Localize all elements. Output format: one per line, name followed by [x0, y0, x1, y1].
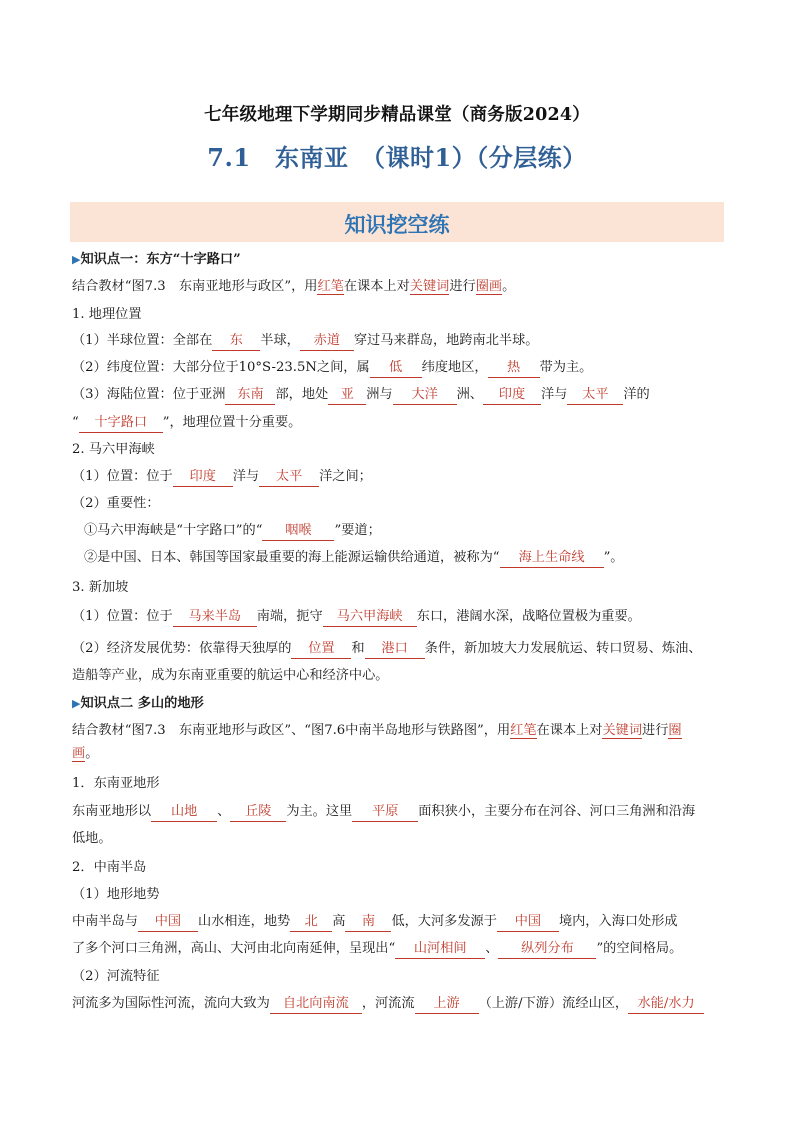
kp2-title: 知识点二 多山的地形 [80, 696, 204, 711]
kp2-heading-indochina: 2．中南半岛 [72, 860, 147, 875]
series-title: 七年级地理下学期同步精品课堂（商务版2024） [204, 105, 590, 125]
red-keyword: 红笔 [317, 279, 344, 294]
knowledge-point-1-heading [72, 250, 724, 270]
answer-blank: 山地 [151, 803, 217, 822]
answer-blank: 海上生命线 [500, 549, 604, 568]
answer-blank: 丘陵 [230, 803, 286, 822]
kp1-line-importance: （2）重要性： [72, 496, 160, 511]
answer-blank: 热 [488, 359, 540, 378]
kp1-line-hemisphere: （1）半球位置：全部在 东 半球， 赤道 穿过马来群岛，地跨南北半球。 [72, 331, 724, 351]
kp1-line-malacca-location: （1）位置：位于 印度 洋与 太平 洋之间； [72, 467, 724, 487]
lesson-title: 7.1 东南亚 （课时1）（分层练） [207, 143, 587, 172]
kp1-line-singapore-industry: 造船等产业，成为东南亚重要的航运中心和经济中心。 [72, 668, 389, 683]
kp2-line-pattern: 了多个河口三角洲，高山、大河由北向南延伸，呈现出“ 山河相间 、 纵列分布 ”的空间格局。 [72, 939, 724, 959]
answer-blank: 上游 [415, 995, 479, 1014]
kp1-line-lifeline: ②是中国、日本、韩国等国家最重要的海上能源运输供给通道，被称为“ 海上生命线 ”。 [84, 548, 724, 568]
kp1-line-singapore-advantage: （2）经济发展优势：依靠得天独厚的 位置 和 港口 条件，新加坡大力发展航运、转口贸易、炼油、 [72, 639, 724, 659]
answer-blank: 南 [345, 913, 391, 932]
answer-blank: 赤道 [300, 332, 354, 351]
answer-blank: 印度 [483, 386, 541, 405]
answer-blank: 平原 [352, 803, 418, 822]
answer-blank: 太平 [259, 468, 319, 487]
section-banner-title: 知识挖空练 [344, 213, 450, 237]
kp2-line-terrain: 东南亚地形以 山地 、 丘陵 为主。这里 平原 面积狭小，主要分布在河谷、河口三角洲和沿海 [72, 802, 724, 822]
answer-blank: 自北向南流 [270, 995, 362, 1014]
kp1-line-singapore-location: （1）位置：位于 马来半岛 南端，扼守 马六甲海峡 东口，港阔水深，战略位置极为重要。 [72, 607, 724, 627]
red-keyword: 画 [72, 746, 86, 761]
answer-blank: 亚 [328, 386, 366, 405]
kp2-sub-rivers: （2）河流特征 [72, 969, 160, 984]
kp1-line-land-sea: （3）海陆位置：位于亚洲 东南 部，地处 亚 洲与 大洋 洲、 印度 洋与 太平 洋的 [72, 385, 724, 405]
answer-blank: 位置 [291, 640, 351, 659]
answer-blank: 山河相间 [395, 940, 485, 959]
answer-blank: 太平 [567, 386, 623, 405]
red-keyword: 圈画 [475, 279, 503, 294]
answer-blank: 中国 [497, 913, 559, 932]
answer-blank: 低 [370, 359, 422, 378]
answer-blank: 大洋 [393, 386, 457, 405]
kp1-heading-location: 1. 地理位置 [72, 307, 142, 322]
kp2-line-landform: 中南半岛与 中国 山水相连，地势 北 高 南 低，大河多发源于 中国 境内，入海口处形成 [72, 912, 724, 932]
red-keyword: 关键词 [409, 279, 450, 294]
kp2-intro: 结合教材“图7.3 东南亚地形与政区”、“图7.6中南半岛地形与铁路图”，用红笔在课本上对关键词进行圈 [72, 723, 682, 738]
answer-blank: 十字路口 [79, 414, 163, 433]
kp1-heading-singapore: 3. 新加坡 [72, 580, 129, 595]
red-keyword: 圈 [668, 723, 682, 738]
knowledge-point-2-heading [72, 694, 724, 714]
answer-blank: 北 [290, 913, 332, 932]
answer-blank: 纵列分布 [498, 940, 596, 959]
kp1-line-crossroads: “ 十字路口 ”，地理位置十分重要。 [72, 413, 724, 433]
answer-blank: 港口 [365, 640, 425, 659]
answer-blank: 东南 [225, 386, 275, 405]
answer-blank: 印度 [173, 468, 233, 487]
section-banner [70, 202, 724, 242]
answer-blank: 东 [212, 332, 260, 351]
kp2-intro-cont: 画。 [72, 746, 99, 761]
answer-blank: 马来半岛 [173, 608, 257, 627]
answer-blank: 咽喉 [262, 522, 334, 541]
kp2-sub-landform: （1）地形地势 [72, 887, 160, 902]
kp2-line-rivers: 河流多为国际性河流，流向大致为 自北向南流 ，河流流 上游 （上游/下游）流经山区， 水能/水力 [72, 994, 724, 1014]
answer-blank: 中国 [138, 913, 198, 932]
triangle-bullet-icon: ▶ [72, 253, 81, 266]
kp1-intro: 结合教材“图7.3 东南亚地形与政区”，用红笔在课本上对关键词进行圈画。 [72, 279, 516, 294]
kp1-heading-malacca: 2. 马六甲海峡 [72, 442, 155, 457]
kp2-line-lowland: 低地。 [72, 831, 112, 846]
answer-blank: 水能/水力 [628, 995, 704, 1014]
red-keyword: 红笔 [510, 723, 537, 738]
triangle-bullet-icon: ▶ [72, 697, 81, 710]
kp1-line-latitude: （2）纬度位置：大部分位于10°S-23.5N之间，属 低 纬度地区， 热 带为主。 [72, 358, 724, 378]
kp1-line-throat: ①马六甲海峡是“十字路口”的“ 咽喉 ”要道； [84, 521, 724, 541]
answer-blank: 马六甲海峡 [323, 608, 417, 627]
kp2-heading-terrain: 1．东南亚地形 [72, 776, 160, 791]
red-keyword: 关键词 [602, 723, 643, 738]
kp1-title: 知识点一：东方“十字路口” [80, 252, 241, 267]
